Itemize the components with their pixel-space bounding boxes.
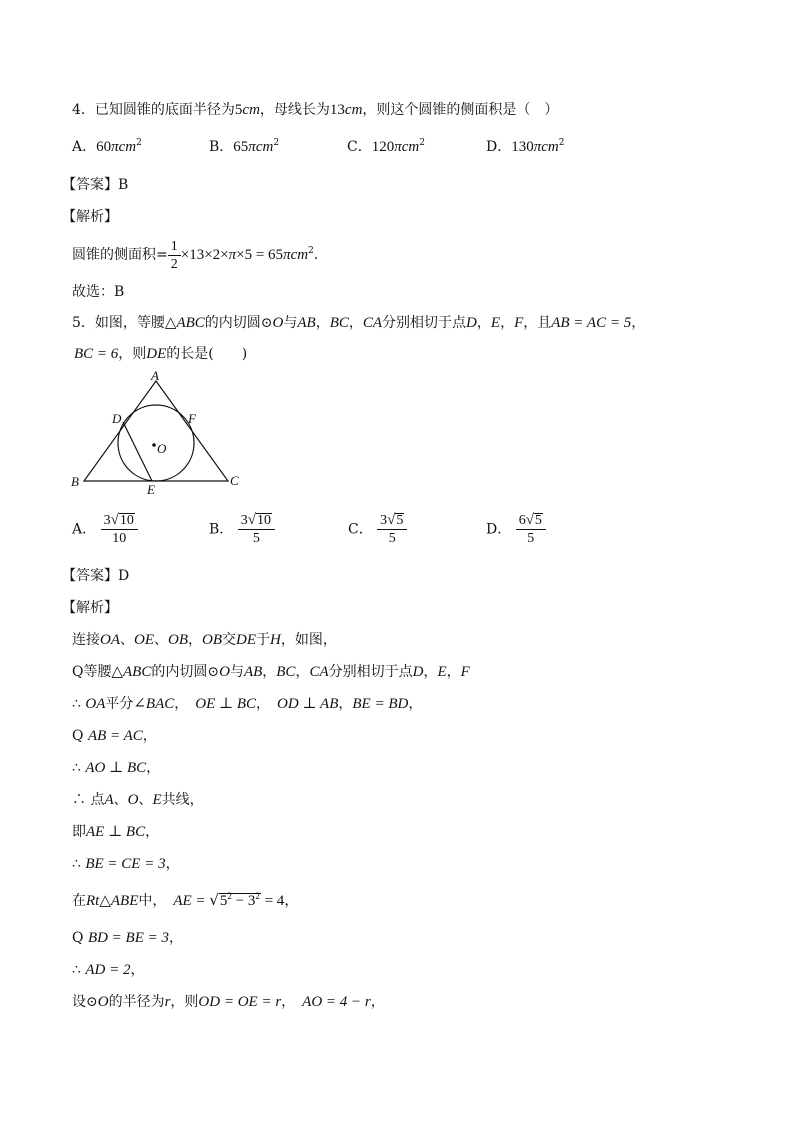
q4-stem: 4．已知圆锥的底面半径为5cm，母线长为13cm，则这个圆锥的侧面积是（ ） [72,102,559,118]
label-b: B [71,474,79,489]
q4-option-b: B．65πcm$^2$ [209,138,280,155]
fraction-half: $\frac{1}{2}$ [168,238,181,273]
q5-option-d: D． $\frac{6√5}{5}$ [486,512,546,547]
label-f: F [188,411,196,426]
label-d: D [112,411,122,426]
q5-step-9: 在Rt△ABE中， AE = $√5^2 - 3^2 = 4$， [72,891,299,909]
label-o: O [157,441,167,456]
q5-step-2: Q等腰△ABC的内切圆⊙O与AB，BC，CA分别相切于点D，E，F [72,664,470,680]
q4-option-c: C．120πcm$^2$ [347,138,425,155]
q5-option-c: C． $\frac{3√5}{5}$ [348,512,407,547]
q4-choice: 故选：B [72,284,125,300]
q5-step-8: ∴ BE = CE = 3， [72,856,180,872]
q5-step-7: 即AE ⊥ BC， [72,824,160,840]
q5-step-12: 设⊙O的半径为r，则OD = OE = r， AO = 4 − r， [72,994,385,1010]
triangle-incircle-figure [66,366,246,500]
q5-step-4: Q AB = AC， [72,728,157,744]
q5-step-1: 连接OA、OE、OB，OB交DE于H，如图， [72,632,337,648]
segment-de [123,422,152,481]
label-c: C [230,473,239,488]
label-e: E [147,482,155,497]
q4-analysis-tag: 【解析】 [62,209,118,225]
triangle-abc [84,381,228,481]
q5-answer: 【答案】D [62,568,130,584]
q5-stem-line1: 5．如图，等腰△ABC的内切圆⊙O与AB，BC，CA分别相切于点D，E，F，且AB = AC = 5， [72,315,646,331]
q5-step-11: ∴ AD = 2， [72,962,145,978]
q5-option-a: A． $\frac{3√10}{10}$ [72,512,138,547]
q5-step-10: Q BD = BE = 3， [72,930,184,946]
q4-option-a: A．60πcm$^2$ [72,138,142,155]
sqrt-sign: √ [209,891,219,909]
incircle [118,405,194,481]
q5-option-b: B． $\frac{3√10}{5}$ [209,512,275,547]
q5-stem-line2: BC = 6，则DE的长是( ) [74,346,248,362]
q4-calculation: 圆锥的侧面积= $\frac{1}{2}$ ×13×2×π×5 = 65πcm$^2$. [72,238,319,272]
q5-analysis-tag: 【解析】 [62,600,118,616]
q4-option-d: D．130πcm$^2$ [486,138,565,155]
q4-number: 4． [72,102,95,118]
center-point-o [152,443,156,447]
q4-answer: 【答案】B [62,177,129,193]
q5-step-3: ∴ OA平分∠BAC， OE ⊥ BC， OD ⊥ AB，BE = BD， [72,696,423,712]
label-a: A [151,368,159,383]
q5-step-5: ∴ AO ⊥ BC， [72,760,161,776]
q5-number: 5． [72,315,95,331]
q5-step-6: ∴ 点A、O、E共线， [72,792,204,808]
